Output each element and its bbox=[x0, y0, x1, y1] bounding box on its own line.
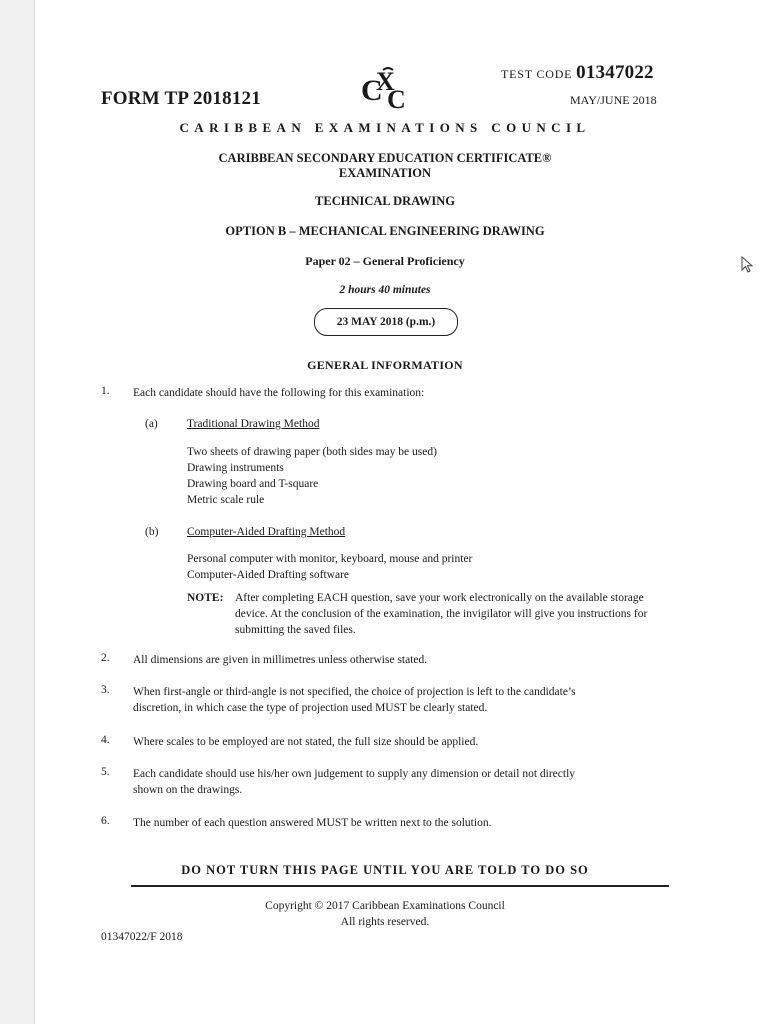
item-text-line: shown on the drawings. bbox=[133, 784, 243, 796]
item-text: Each candidate should have the following for this examination: bbox=[133, 387, 425, 399]
cxc-logo bbox=[357, 66, 419, 112]
form-number: FORM TP 2018121 bbox=[101, 88, 261, 109]
sub-item-label: (b) bbox=[145, 526, 159, 538]
council-name: CARIBBEAN EXAMINATIONS COUNCIL bbox=[179, 120, 591, 135]
item-text-line: Each candidate should use his/her own judgement to supply any dimension or detail not directly bbox=[133, 768, 576, 780]
certificate-title bbox=[35, 151, 735, 181]
item-number: 2. bbox=[101, 652, 110, 664]
item-text: Where scales to be employed are not stated, the full size should be applied. bbox=[133, 736, 479, 748]
test-code-value: 01347022 bbox=[576, 62, 654, 83]
item-text: The number of each question answered MUST be written next to the solution. bbox=[133, 817, 492, 829]
materials-list bbox=[187, 444, 437, 508]
item-text bbox=[133, 766, 675, 798]
rights-line: All rights reserved. bbox=[340, 916, 430, 928]
list-item: Personal computer with monitor, keyboard, mouse and printer bbox=[187, 553, 473, 565]
sub-item-title: Traditional Drawing Method bbox=[187, 418, 320, 430]
do-not-turn-warning: DO NOT TURN THIS PAGE UNTIL YOU ARE TOLD TO DO SO bbox=[181, 863, 589, 877]
item-text-line: discretion, in which case the type of projection used MUST be clearly stated. bbox=[133, 702, 488, 714]
svg-text:C: C bbox=[387, 85, 406, 112]
item-text bbox=[133, 684, 675, 716]
sub-item-title: Computer-Aided Drafting Method bbox=[187, 526, 346, 538]
item-number: 1. bbox=[101, 385, 110, 397]
paper-title: Paper 02 – General Proficiency bbox=[305, 254, 465, 268]
svg-text:C: C bbox=[361, 74, 383, 107]
exam-date-badge: 23 MAY 2018 (p.m.) bbox=[314, 308, 458, 336]
mouse-pointer-icon bbox=[741, 256, 755, 274]
list-item: Computer-Aided Drafting software bbox=[187, 569, 349, 581]
item-number: 4. bbox=[101, 734, 110, 746]
list-item: Drawing board and T-square bbox=[187, 478, 319, 490]
item-number: 6. bbox=[101, 815, 110, 827]
item-text-line: When first-angle or third-angle is not specified, the choice of projection is left to the candidate’s bbox=[133, 686, 576, 698]
materials-list bbox=[187, 551, 472, 583]
test-code-label: TEST CODE bbox=[501, 67, 573, 81]
item-text: All dimensions are given in millimetres unless otherwise stated. bbox=[133, 654, 428, 666]
exam-session: MAY/JUNE 2018 bbox=[570, 93, 657, 107]
divider bbox=[131, 885, 669, 887]
sub-item-label: (a) bbox=[145, 418, 158, 430]
item-number: 3. bbox=[101, 684, 110, 696]
note-text: After completing EACH question, save your work electronically on the available storage device. At the conclusion of the examination, the invigilator will give you instructions for submitting the saved files. bbox=[235, 592, 648, 636]
list-item: Drawing instruments bbox=[187, 462, 284, 474]
item-number: 5. bbox=[101, 766, 110, 778]
list-item: Two sheets of drawing paper (both sides may be used) bbox=[187, 446, 437, 458]
general-info-heading: GENERAL INFORMATION bbox=[307, 358, 463, 372]
option-title: OPTION B – MECHANICAL ENGINEERING DRAWING bbox=[225, 224, 545, 238]
examination-line: EXAMINATION bbox=[338, 166, 432, 180]
copyright bbox=[35, 898, 735, 930]
note-label: NOTE: bbox=[187, 592, 224, 604]
list-item: Metric scale rule bbox=[187, 494, 265, 506]
footer-code: 01347022/F 2018 bbox=[101, 931, 183, 943]
subject-title: TECHNICAL DRAWING bbox=[315, 194, 455, 208]
exam-cover-page bbox=[34, 0, 768, 1024]
duration: 2 hours 40 minutes bbox=[339, 284, 431, 296]
certificate-line: CARIBBEAN SECONDARY EDUCATION CERTIFICATE® bbox=[218, 151, 552, 165]
svg-text:X: X bbox=[376, 67, 395, 96]
copyright-line: Copyright © 2017 Caribbean Examinations Council bbox=[265, 900, 505, 912]
test-code bbox=[501, 62, 654, 84]
note bbox=[187, 590, 677, 638]
